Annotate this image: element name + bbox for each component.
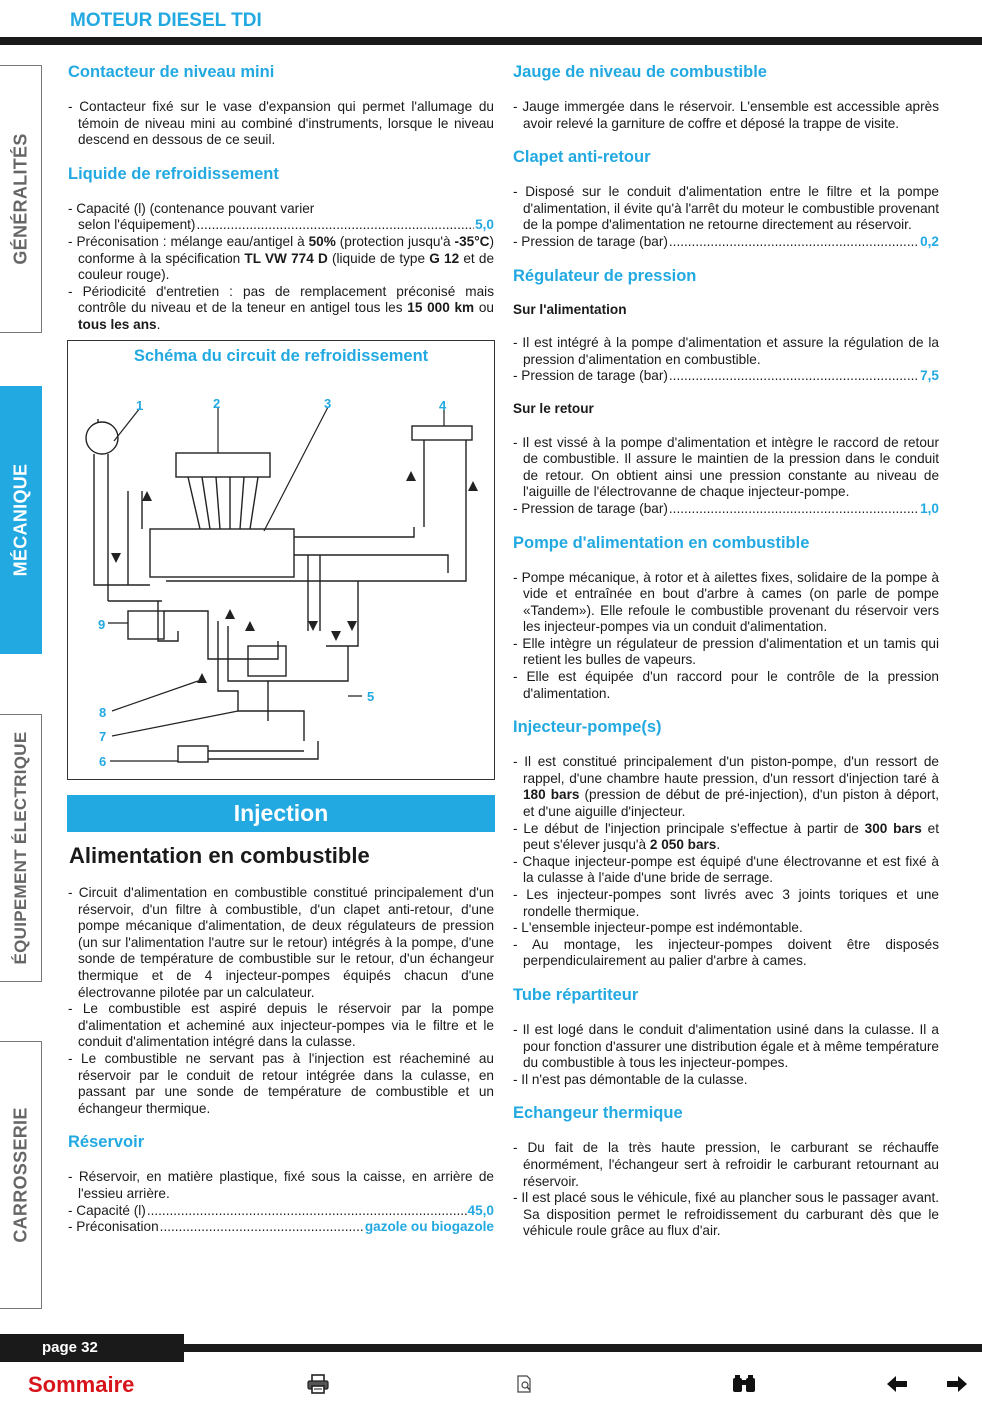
diagram-label-5: 5 xyxy=(367,689,375,704)
spec-value: 1,0 xyxy=(920,500,939,516)
heater-core xyxy=(412,426,472,440)
regulateur-retour-spec xyxy=(513,501,939,518)
regulateur-subtitle-alimentation: Sur l'alimentation xyxy=(513,301,627,317)
intake-part xyxy=(176,453,270,477)
injection-banner: Injection xyxy=(67,795,495,832)
section-title-pompe: Pompe d'alimentation en combustible xyxy=(513,533,810,552)
spec-label: - Préconisation xyxy=(68,1219,159,1235)
pompe-block xyxy=(513,570,939,703)
cooling-circuit-diagram xyxy=(67,340,495,780)
engine-block xyxy=(150,529,294,577)
side-tab-equipement-electrique[interactable] xyxy=(0,714,42,982)
section-title-jauge: Jauge de niveau de combustible xyxy=(513,63,767,81)
text-run: et de couleur rouge). xyxy=(78,250,494,283)
diagram-label-8: 8 xyxy=(99,705,107,720)
injecteur-item: - L'ensemble injecteur-pompe est indémontable. xyxy=(513,920,803,936)
diagram-label-4: 4 xyxy=(439,398,447,413)
regulateur-retour-text: - Il est vissé à la pompe d'alimentation et intègre le raccord de retour de combustible. Il assure le maintien de la pression dans le conduit de retour. On obtient ainsi une pression constante au niveau de l'aiguille de l'électrovanne de chaque injecteur-pompe. xyxy=(513,434,939,500)
spec-label: - Pression de tarage (bar) xyxy=(513,500,668,516)
leader-dots xyxy=(147,1203,467,1220)
text-run: - Préconisation : mélange eau/antigel à xyxy=(68,233,309,249)
regulateur-alimentation-block xyxy=(513,335,939,385)
side-tab-mecanique[interactable] xyxy=(0,386,42,654)
pompe-item: - Elle est équipée d'un raccord pour le contrôle de la pression d'alimentation. xyxy=(513,669,939,701)
injecteur-item xyxy=(513,754,939,820)
clapet-block xyxy=(513,184,939,250)
oil-cooler xyxy=(178,746,208,762)
regulateur-subtitle-retour: Sur le retour xyxy=(513,400,594,416)
reservoir-capacite-spec xyxy=(68,1203,494,1220)
diagram-label-6: 6 xyxy=(99,754,107,769)
header-bar xyxy=(0,37,982,45)
tube-block xyxy=(513,1022,939,1088)
injecteur-block xyxy=(513,754,939,970)
liquide-block xyxy=(68,201,494,334)
pompe-item: - Elle intègre un régulateur de pression d'alimentation et un tamis qui retient les bulles de vapeurs. xyxy=(513,635,939,668)
leader-dots xyxy=(160,1219,364,1236)
side-tab-label: MÉCANIQUE xyxy=(10,463,30,577)
expansion-tank xyxy=(86,422,118,454)
text-run-bold: 180 bars xyxy=(523,787,580,803)
injecteur-item xyxy=(513,821,939,854)
echangeur-item: - Du fait de la très haute pression, le carburant se réchauffe énormément, l'échangeur sert à refroidir le carburant retournant au réservoir. xyxy=(513,1140,939,1189)
diagram-label-3: 3 xyxy=(324,396,332,411)
diagram-label-1: 1 xyxy=(136,398,144,413)
text-run-bold: tous les ans xyxy=(78,316,157,332)
alimentation-block xyxy=(68,885,494,1236)
text-run-bold: 300 bars xyxy=(864,820,922,836)
section-title-injecteur: Injecteur-pompe(s) xyxy=(513,718,662,737)
text-run: (liquide de type xyxy=(327,250,430,266)
leader-dots xyxy=(669,368,919,385)
spec-value: gazole ou biogazole xyxy=(364,1219,494,1235)
pompe-item: - Pompe mécanique, à rotor et à ailettes fixes, solidaire de la pompe à vide et entraînée en bout d'arbre à cames (on parle de pompe «Tandem»). Elle refoule le combustible provenant du réservoir vers les injecteur-pompes via un conduit d'alimentation. xyxy=(513,569,939,635)
clapet-text: - Disposé sur le conduit d'alimentation entre le filtre et la pompe d'alimentation, il évite qu'à l'arrêt du moteur le combustible provenant de la pompe d'alimentation ne retourne directement au réservoir. xyxy=(513,184,939,233)
jauge-text: - Jauge immergée dans le réservoir. L'ensemble est accessible après avoir relevé la garniture de coffre et déposé la trappe de visite. xyxy=(513,99,939,131)
section-title-contacteur: Contacteur de niveau mini xyxy=(68,63,275,81)
liquide-capacite-line: - Capacité (l) (contenance pouvant varier xyxy=(68,200,315,216)
text-run: (protection jusqu'à xyxy=(335,233,455,249)
text-run-bold: 15 000 km xyxy=(407,300,475,316)
spec-label: - Pression de tarage (bar) xyxy=(513,233,668,249)
alimentation-item: - Le combustible ne servant pas à l'injection est réacheminé au réservoir par le conduit de retour intégrée dans la culasse, en passant par une sonde de température de combustible et un échangeur thermique. xyxy=(68,1050,494,1116)
diagram-title: Schéma du circuit de refroidissement xyxy=(133,347,429,365)
injecteur-item: - Au montage, les injecteur-pompes doivent être disposés perpendiculairement au palier d'arbre à cames. xyxy=(513,936,939,969)
echangeur-item: - Il est placé sous le véhicule, fixé au plancher sous le passager avant. Sa disposition permet le refroidissement du carburant dès que le véhicule roule grâce au flux d'air. xyxy=(513,1190,939,1239)
diagram-label-7: 7 xyxy=(99,729,107,744)
text-run-bold: TL VW 774 D xyxy=(244,250,328,266)
text-run: - Le début de l'injection principale s'effectue à partir de xyxy=(513,820,865,836)
text-run: . xyxy=(716,837,721,853)
spec-label: - Pression de tarage (bar) xyxy=(513,368,668,384)
side-tab-carrosserie[interactable] xyxy=(0,1041,42,1309)
leader-dots xyxy=(196,217,474,234)
print-icon[interactable] xyxy=(307,1374,329,1394)
alimentation-item: - Le combustible est aspiré depuis le réservoir par la pompe d'alimentation et acheminé aux injecteur-pompes via le filtre et le conduit d'alimentation intégré dans la culasse. xyxy=(68,1001,494,1050)
regulateur-alimentation-spec xyxy=(513,368,939,385)
sommaire-link[interactable]: Sommaire xyxy=(28,1372,135,1397)
spec-value: 5,0 xyxy=(475,217,494,233)
page-header-title: MOTEUR DIESEL TDI xyxy=(70,10,262,31)
text-run: - Il est constitué principalement d'un piston-pompe, d'un ressort de rappel, d'une chambre haute pression, d'un ressort d'injection taré à xyxy=(513,754,939,786)
alimentation-title: Alimentation en combustible xyxy=(69,843,370,868)
section-title-regulateur: Régulateur de pression xyxy=(513,266,697,285)
alimentation-item: - Circuit d'alimentation en combustible constitué principalement d'un réservoir, d'un filtre à combustible, d'un clapet anti-retour, d'une pompe mécanique d'alimentation, de deux régulateurs de pression (un sur l'alimentation l'autre sur le retour) intégrés à la pompe, d'une sonde de température de combustible sur le retour, d'un échangeur thermique et de 4 injecteur-pompes équipés chacun d'une électrovanne pilotée par un calculateur. xyxy=(68,885,494,1000)
right-column xyxy=(513,62,939,1240)
diagram-label-2: 2 xyxy=(213,396,221,411)
text-run-bold: 50% xyxy=(308,233,336,249)
text-run-bold: -35°C xyxy=(454,233,490,249)
liquide-periodicite xyxy=(68,284,494,334)
side-tab-label: ÉQUIPEMENT ÉLECTRIQUE xyxy=(10,731,30,965)
reservoir-text: - Réservoir, en matière plastique, fixé sous la caisse, en arrière de l'essieu arrière. xyxy=(68,1169,494,1201)
text-run: ) conforme à la spécification xyxy=(78,233,494,266)
text-run-bold: 2 050 bars xyxy=(649,837,717,853)
injecteur-item: - Chaque injecteur-pompe est équipé d'une électrovanne et est fixé à la culasse à l'aide d'une bride de serrage. xyxy=(513,853,939,886)
text-run: ou xyxy=(474,300,494,316)
left-column xyxy=(68,62,494,334)
page-number: page 32 xyxy=(0,1334,184,1362)
thermostat-housing xyxy=(248,646,286,676)
leader-dots xyxy=(669,234,919,251)
text-run: (pression de début de pré-injection), d'un piston à déport, et d'une aiguille d'injecteur. xyxy=(523,787,939,820)
text-run: - Périodicité d'entretien : pas de remplacement préconisé mais contrôle du niveau et de la teneur en antigel tous les xyxy=(68,283,494,316)
section-title-tube: Tube répartiteur xyxy=(513,985,639,1004)
reservoir-preconisation-spec xyxy=(68,1219,494,1236)
diagram-label-9: 9 xyxy=(98,617,106,632)
regulateur-alimentation-text: - Il est intégré à la pompe d'alimentation et assure la régulation de la pression d'alimentation en combustible. xyxy=(513,335,939,367)
cooling-circuit-drawing xyxy=(68,341,494,779)
injecteur-item: - Les injecteur-pompes sont livrés avec 3 joints toriques et une rondelle thermique. xyxy=(513,887,939,919)
spec-label: selon l'équipement) xyxy=(78,217,196,233)
arrow-right-icon[interactable] xyxy=(946,1374,968,1394)
text-run: . xyxy=(156,316,161,332)
spec-value: 0,2 xyxy=(920,233,939,249)
liquide-capacite-spec xyxy=(68,217,494,234)
side-tab-label: GÉNÉRALITÉS xyxy=(10,133,30,265)
liquide-preconisation xyxy=(68,234,494,284)
text-run-bold: G 12 xyxy=(429,250,460,266)
reservoir-block xyxy=(68,1169,494,1235)
side-tab-generalites[interactable] xyxy=(0,65,42,333)
section-title-clapet: Clapet anti-retour xyxy=(513,148,651,167)
binoculars-icon[interactable] xyxy=(731,1374,757,1394)
section-title-echangeur: Echangeur thermique xyxy=(513,1104,683,1123)
side-tab-label: CARROSSERIE xyxy=(10,1107,30,1243)
tube-item: - Il n'est pas démontable de la culasse. xyxy=(513,1071,748,1087)
arrow-left-icon[interactable] xyxy=(886,1374,908,1394)
spec-label: - Capacité (l) xyxy=(68,1202,146,1218)
regulateur-retour-block xyxy=(513,435,939,518)
contacteur-text: - Contacteur fixé sur le vase d'expansion qui permet l'allumage du témoin de niveau mini au combiné d'instruments, lorsque le niveau descend en dessous de ce seuil. xyxy=(68,99,494,148)
spec-value: 7,5 xyxy=(920,368,939,384)
section-title-liquide: Liquide de refroidissement xyxy=(68,164,279,183)
leader-dots xyxy=(669,501,919,518)
tube-item: - Il est logé dans le conduit d'alimentation usiné dans la culasse. Il a pour fonction d'assurer une distribution égale et à même température du combustible à tous les injecteur-pompes. xyxy=(513,1021,939,1071)
spec-value: 45,0 xyxy=(467,1202,494,1218)
echangeur-block xyxy=(513,1140,939,1240)
document-zoom-icon[interactable] xyxy=(515,1374,535,1394)
section-title-reservoir: Réservoir xyxy=(68,1133,145,1152)
clapet-pression-spec xyxy=(513,234,939,251)
text-run: et peut s'élever jusqu'à xyxy=(523,820,939,853)
